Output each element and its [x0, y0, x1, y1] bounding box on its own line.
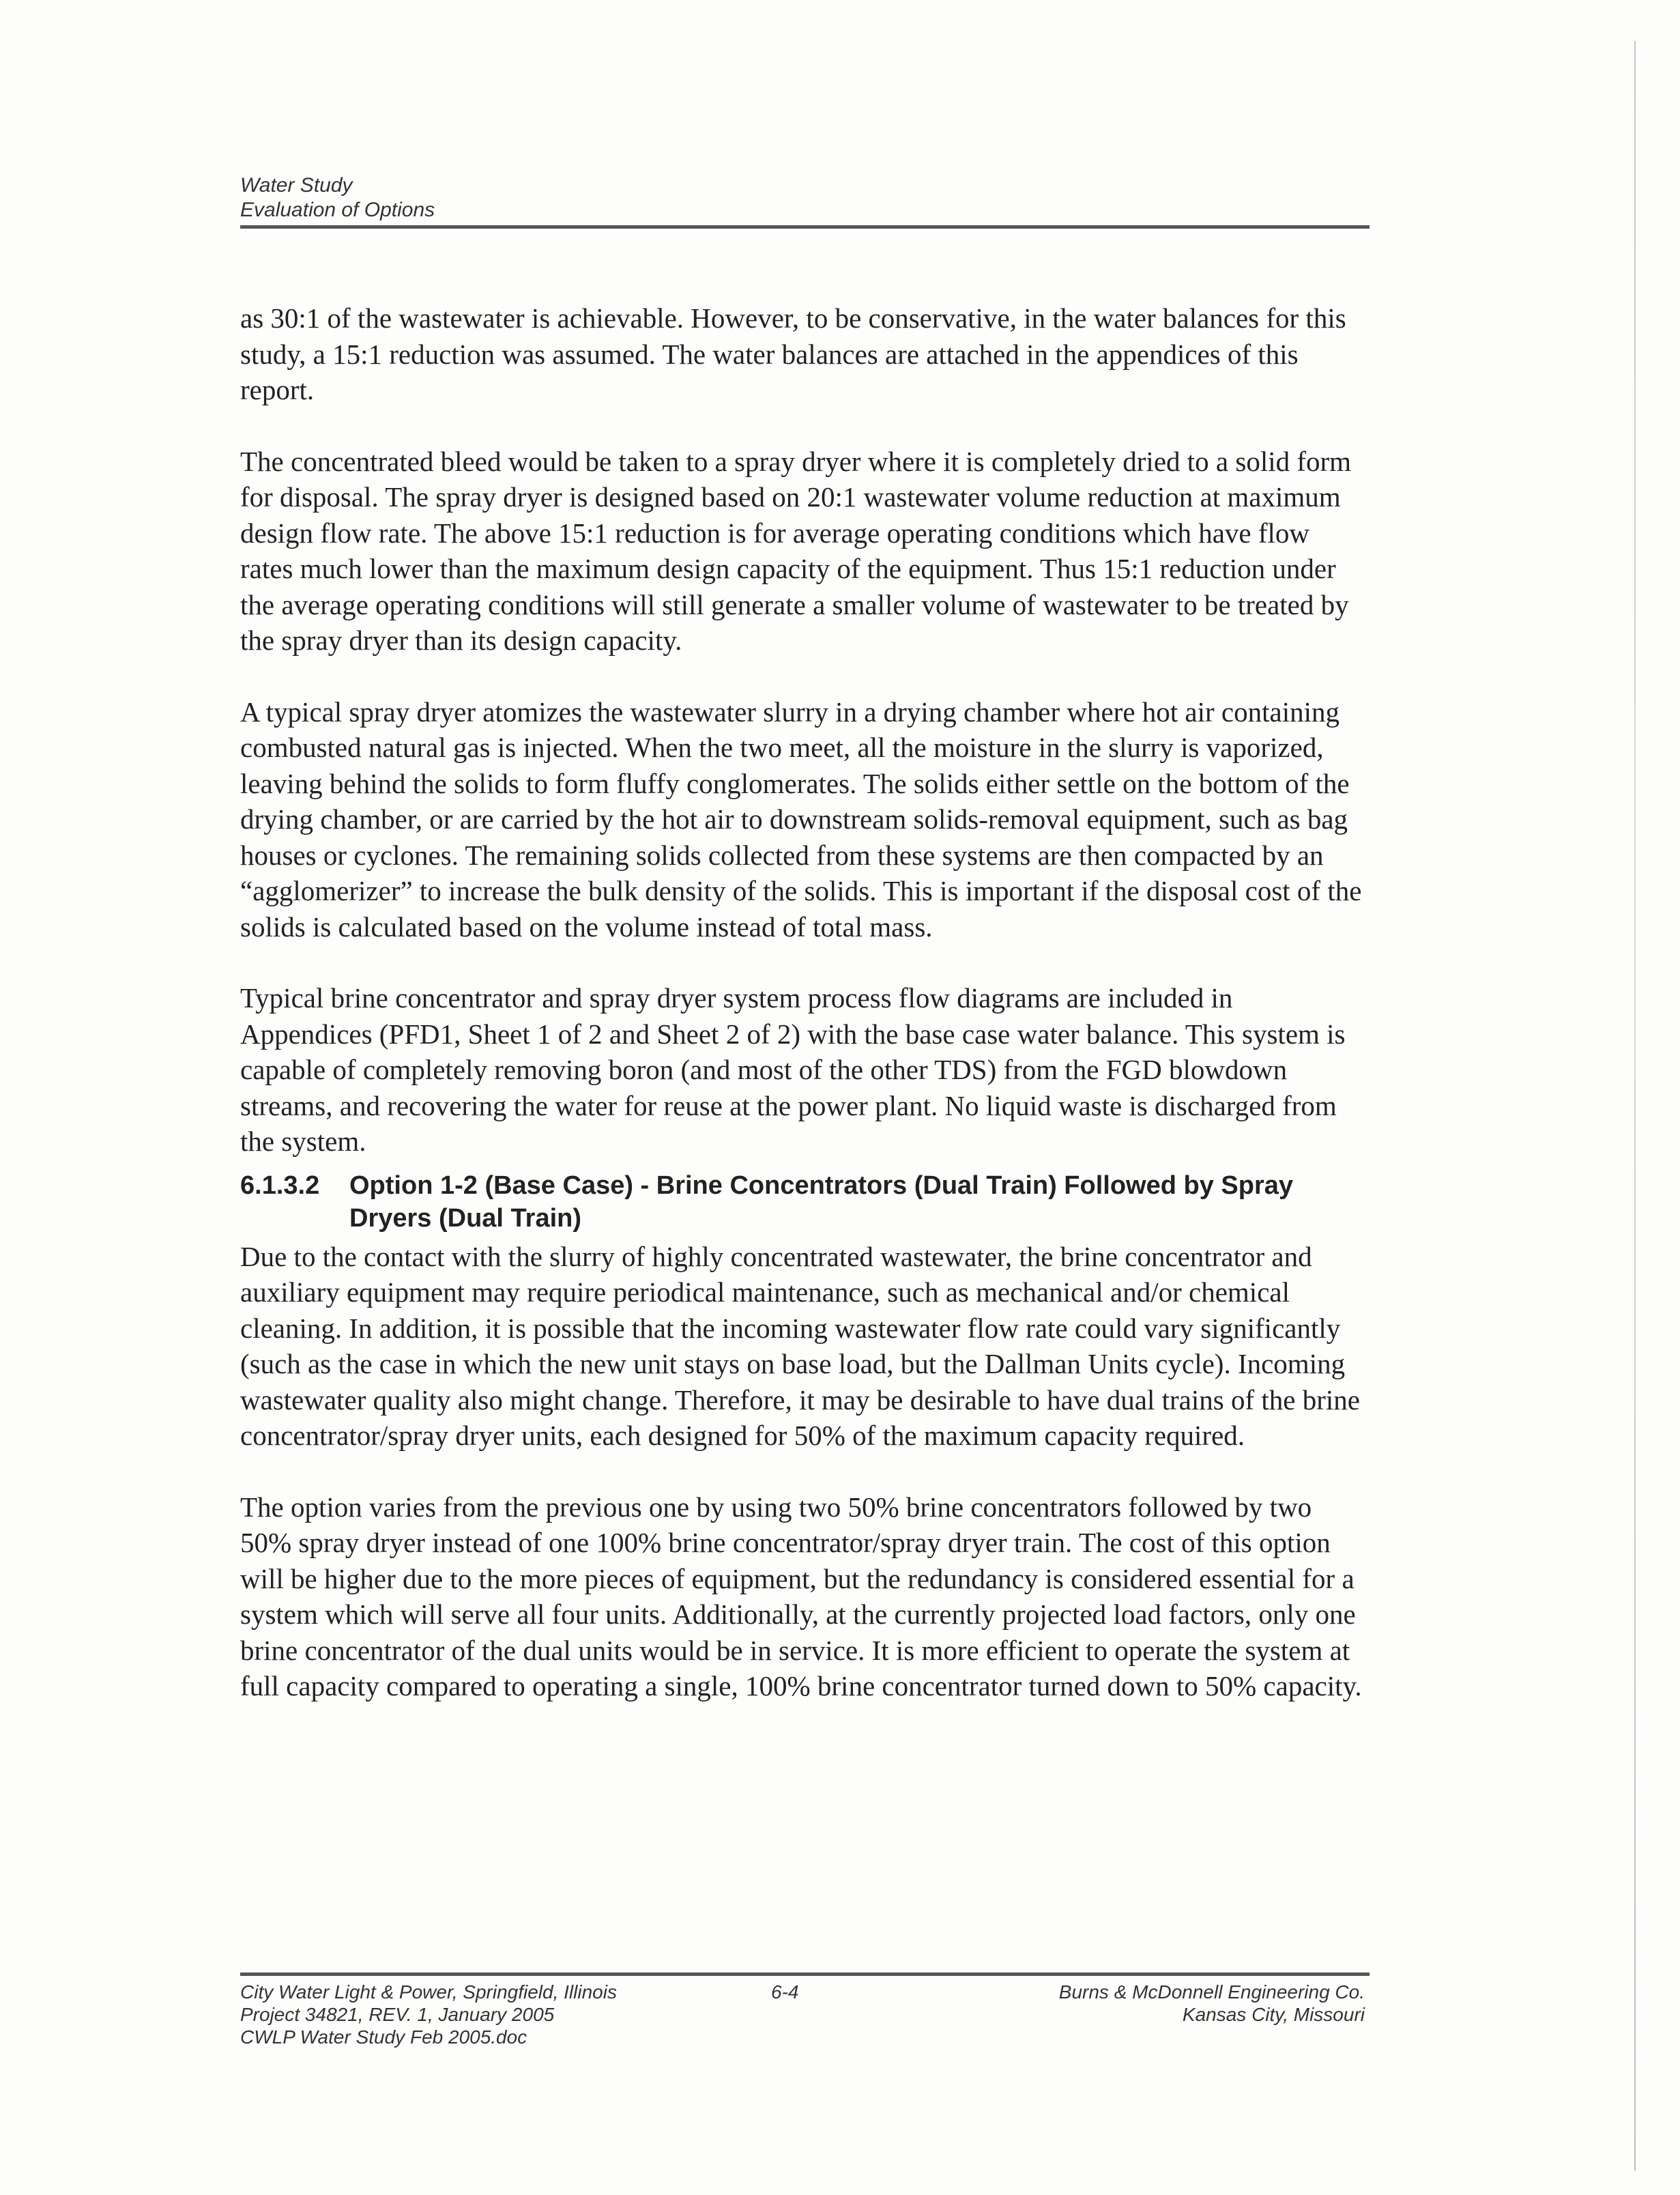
paragraph: as 30:1 of the wastewater is achievable. However, to be conservative, in the water balances for this study, a 15:1 reduction was assumed. The water balances are attached in the appendices of this report.: [240, 302, 1346, 405]
paragraph: Typical brine concentrator and spray dryer system process flow diagrams are included in Appendices (PFD1, Sheet 1 of 2 and Sheet 2 of 2) with the base case water balance. This system is capable of completely removing boron (and most of the other TDS) from the FGD blowdown streams, and recovering the water for reuse at the power plant. No liquid waste is discharged from the system.: [240, 982, 1346, 1157]
footer-left: [240, 1981, 718, 2048]
running-header: [240, 173, 1370, 223]
paragraph: The concentrated bleed would be taken to a spray dryer where it is completely dried to a solid form for disposal. The spray dryer is designed based on 20:1 wastewater volume reduction at maximum design flow rate. The above 15:1 reduction is for average operating conditions which have flow rates much lower than the maximum design capacity of the equipment. Thus 15:1 reduction under the average operating conditions will still generate a smaller volume of wastewater to be treated by the spray dryer than its design capacity.: [240, 445, 1352, 656]
header-rule: [240, 225, 1370, 229]
footer-page-number: [771, 1981, 839, 2003]
paragraph: The option varies from the previous one by using two 50% brine concentrators followed by two 50% spray dryer instead of one 100% brine concentrator/spray dryer train. The cost of this option will be higher due to the more pieces of equipment, but the redundancy is considered essential for a system which will serve all four units. Additionally, at the currently projected load factors, only one brine concentrator of the dual units would be in service. It is more efficient to operate the system at full capacity compared to operating a single, 100% brine concentrator turned down to 50% capacity.: [240, 1491, 1362, 1702]
header-title: Water Study: [240, 174, 353, 197]
section-number: 6.1.3.2: [240, 1171, 320, 1200]
paragraph: Due to the contact with the slurry of highly concentrated wastewater, the brine concentrator and auxiliary equipment may require periodical maintenance, such as mechanical and/or chemical cleaning. In addition, it is possible that the incoming wastewater flow rate could vary significantly (such as the case in which the new unit stays on base load, but the Dallman Units cycle). Incoming wastewater quality also might change. Therefore, it may be desirable to have dual trains of the brine concentrator/spray dryer units, each designed for 50% of the maximum capacity required.: [240, 1240, 1360, 1451]
body-text: [240, 300, 1366, 1740]
section-heading: [240, 1169, 1366, 1235]
footer-rule: [240, 1972, 1370, 1976]
footer-filename: CWLP Water Study Feb 2005.doc: [240, 2026, 527, 2048]
footer-location: Kansas City, Missouri: [1182, 2004, 1365, 2025]
section-title: Option 1-2 (Base Case) - Brine Concentrators (Dual Train) Followed by Spray Dryers (Dual Train): [349, 1171, 1294, 1233]
footer-project: Project 34821, REV. 1, January 2005: [240, 2004, 555, 2025]
footer-client: City Water Light & Power, Springfield, Illinois: [240, 1981, 617, 2003]
footer-company: Burns & McDonnell Engineering Co.: [1058, 1981, 1365, 2003]
paragraph: A typical spray dryer atomizes the wastewater slurry in a drying chamber where hot air containing combusted natural gas is injected. When the two meet, all the moisture in the slurry is vaporized, leaving behind the solids to form fluffy conglomerates. The solids either settle on the bottom of the drying chamber, or are carried by the hot air to downstream solids-removal equipment, such as bag houses or cyclones. The remaining solids collected from these systems are then compacted by an “agglomerizer” to increase the bulk density of the solids. This is important if the disposal cost of the solids is calculated based on the volume instead of total mass.: [240, 695, 1362, 943]
header-subtitle: Evaluation of Options: [240, 199, 435, 221]
page-number: 6-4: [771, 1981, 799, 2003]
scan-edge-line: [1634, 41, 1636, 2170]
footer-right: [955, 1981, 1365, 2026]
